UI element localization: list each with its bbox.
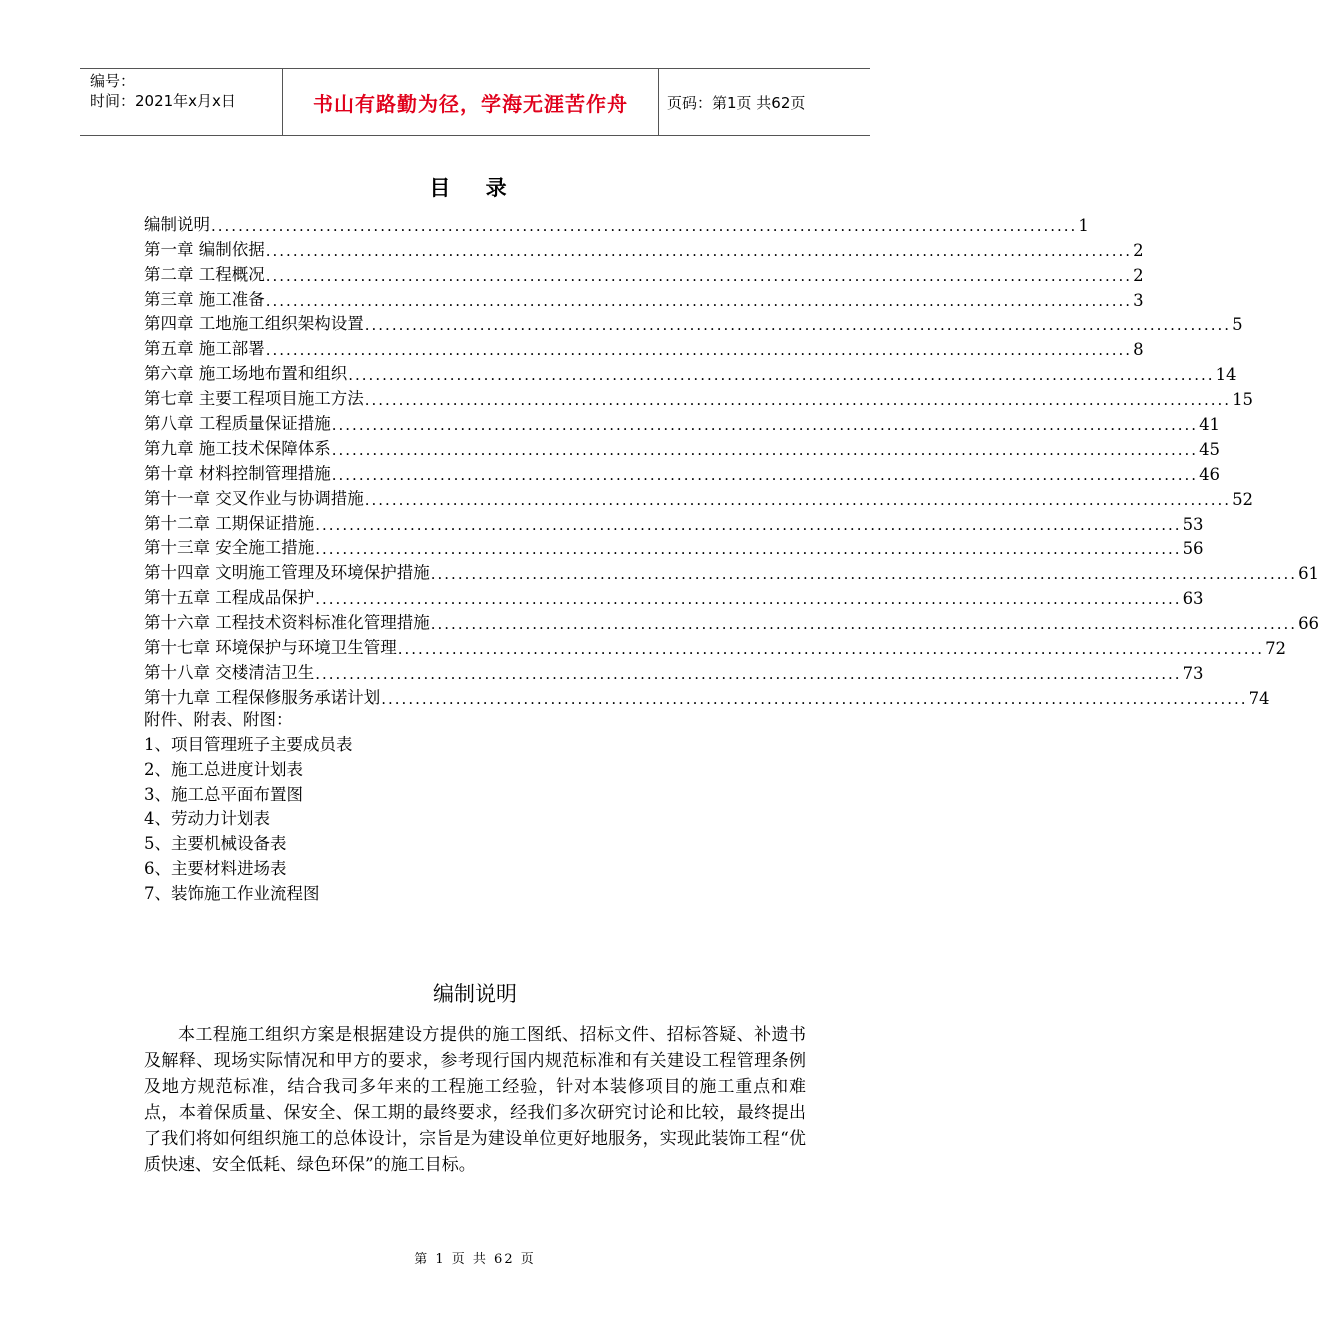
attachments-heading: 附件、附表、附图： bbox=[144, 709, 293, 729]
toc-entry-label: 第十三章 安全施工措施 bbox=[144, 538, 315, 558]
list-item: 3、施工总平面布置图 bbox=[144, 784, 303, 804]
toc-entry-page: 15 bbox=[1232, 390, 1254, 410]
toc-entry-label: 第十七章 环境保护与环境卫生管理 bbox=[144, 638, 397, 658]
toc-leader-dots: ................................................................................................................................ bbox=[315, 540, 1182, 559]
toc-entry[interactable] bbox=[144, 658, 1204, 683]
toc-entry-page: 61 bbox=[1298, 564, 1319, 584]
toc-entry-label: 第八章 工程质量保证措施 bbox=[144, 414, 331, 434]
toc-entry-page: 5 bbox=[1232, 315, 1243, 335]
toc-leader-dots: ................................................................................................................................ bbox=[265, 341, 1133, 360]
toc-title: 目 录 bbox=[429, 176, 521, 200]
toc-entry-page: 56 bbox=[1182, 539, 1204, 559]
toc-leader-dots: ................................................................................................................................ bbox=[364, 490, 1232, 509]
toc-entry[interactable] bbox=[144, 509, 1204, 534]
header-time: 时间：2021年x月x日 bbox=[90, 92, 236, 110]
toc-entry-page: 3 bbox=[1133, 290, 1144, 310]
toc-entry[interactable] bbox=[144, 459, 1221, 484]
toc-entry-label: 第四章 工地施工组织架构设置 bbox=[144, 314, 364, 334]
table-of-contents bbox=[144, 210, 1319, 708]
toc-leader-dots: ................................................................................................................................ bbox=[331, 416, 1199, 435]
toc-entry-page: 8 bbox=[1133, 340, 1144, 360]
toc-entry-page: 74 bbox=[1248, 688, 1270, 708]
toc-entry-page: 63 bbox=[1182, 589, 1204, 609]
toc-entry-label: 第三章 施工准备 bbox=[144, 289, 265, 309]
toc-entry[interactable] bbox=[144, 409, 1221, 435]
toc-entry-label: 第六章 施工场地布置和组织 bbox=[144, 364, 348, 384]
toc-entry[interactable] bbox=[144, 260, 1144, 285]
toc-leader-dots: ................................................................................................................................ bbox=[265, 266, 1133, 285]
toc-entry-page: 45 bbox=[1199, 439, 1221, 459]
toc-entry[interactable] bbox=[144, 210, 1089, 235]
toc-entry-page: 73 bbox=[1182, 663, 1204, 683]
toc-entry-page: 52 bbox=[1232, 489, 1254, 509]
section-paragraph: 本工程施工组织方案是根据建设方提供的施工图纸、招标文件、招标答疑、补遗书及解释、现场实际情况和甲方的要求，参考现行国内规范标准和有关建设工程管理条例及地方规范标准，结合我司多年来的工程施工经验，针对本装修项目的施工重点和难点，本着保质量、保安全、保工期的最终要求，经我们多次研究讨论和比较，最终提出了我们将如何组织施工的总体设计，宗旨是为建设单位更好地服务，实现此装饰工程“优质快速、安全低耗、绿色环保”的施工目标。 bbox=[144, 1025, 806, 1175]
toc-leader-dots: ................................................................................................................................ bbox=[265, 241, 1133, 260]
toc-entry-page: 1 bbox=[1078, 215, 1089, 235]
toc-entry-label: 第十四章 文明施工管理及环境保护措施 bbox=[144, 563, 430, 583]
toc-entry-label: 第五章 施工部署 bbox=[144, 339, 265, 359]
list-item: 2、施工总进度计划表 bbox=[144, 759, 303, 779]
toc-entry[interactable] bbox=[144, 359, 1237, 385]
toc-leader-dots: ................................................................................................................................ bbox=[265, 291, 1133, 310]
toc-entry-page: 41 bbox=[1199, 415, 1221, 435]
toc-entry-page: 2 bbox=[1133, 240, 1144, 260]
toc-entry[interactable] bbox=[144, 583, 1204, 609]
toc-entry-label: 第二章 工程概况 bbox=[144, 264, 265, 284]
toc-entry[interactable] bbox=[144, 484, 1254, 509]
toc-leader-dots: ................................................................................................................................ bbox=[430, 615, 1298, 634]
toc-entry-page: 66 bbox=[1298, 614, 1319, 634]
toc-entry-page: 72 bbox=[1265, 639, 1287, 659]
toc-entry-label: 第十九章 工程保修服务承诺计划 bbox=[144, 687, 381, 707]
header-motto: 书山有路勤为径，学海无涯苦作舟 bbox=[282, 69, 659, 135]
toc-leader-dots: ................................................................................................................................ bbox=[331, 440, 1199, 459]
toc-leader-dots: ................................................................................................................................ bbox=[364, 316, 1232, 335]
toc-entry[interactable] bbox=[144, 534, 1204, 559]
header-meta bbox=[80, 69, 282, 135]
toc-entry-label: 第十六章 工程技术资料标准化管理措施 bbox=[144, 613, 430, 633]
list-item: 7、装饰施工作业流程图 bbox=[144, 884, 320, 904]
toc-leader-dots: ................................................................................................................................ bbox=[348, 366, 1215, 385]
toc-entry-page: 2 bbox=[1133, 265, 1144, 285]
toc-leader-dots: ................................................................................................................................ bbox=[397, 640, 1265, 659]
toc-leader-dots: ................................................................................................................................ bbox=[430, 565, 1298, 584]
toc-entry-page: 46 bbox=[1199, 464, 1221, 484]
toc-entry[interactable] bbox=[144, 608, 1319, 634]
attachments-list bbox=[144, 705, 353, 904]
toc-entry-label: 第十八章 交楼清洁卫生 bbox=[144, 662, 315, 682]
toc-entry-label: 编制说明 bbox=[144, 214, 210, 234]
list-item: 6、主要材料进场表 bbox=[144, 859, 287, 879]
toc-entry-label: 第十一章 交叉作业与协调措施 bbox=[144, 488, 364, 508]
header-page-info: 页码：第1页 共62页 bbox=[667, 93, 806, 112]
toc-entry-page: 14 bbox=[1215, 365, 1237, 385]
toc-leader-dots: ................................................................................................................................ bbox=[364, 391, 1232, 410]
toc-leader-dots: ................................................................................................................................ bbox=[381, 689, 1248, 708]
toc-entry-page: 53 bbox=[1182, 514, 1204, 534]
page-footer: 第 1 页 共 62 页 bbox=[414, 1252, 536, 1267]
toc-leader-dots: ................................................................................................................................ bbox=[315, 664, 1182, 683]
toc-entry[interactable] bbox=[144, 285, 1144, 310]
toc-entry-label: 第十二章 工期保证措施 bbox=[144, 513, 315, 533]
toc-leader-dots: ................................................................................................................................ bbox=[331, 465, 1199, 484]
header-number: 编号： bbox=[90, 72, 136, 90]
toc-entry[interactable] bbox=[144, 334, 1144, 360]
toc-entry-label: 第十五章 工程成品保护 bbox=[144, 588, 315, 608]
section-title: 编制说明 bbox=[433, 982, 517, 1006]
toc-entry[interactable] bbox=[144, 558, 1319, 584]
toc-leader-dots: ................................................................................................................................ bbox=[315, 515, 1182, 534]
list-item: 1、项目管理班子主要成员表 bbox=[144, 734, 353, 754]
toc-entry[interactable] bbox=[144, 235, 1144, 260]
page-header bbox=[80, 68, 870, 136]
toc-entry-label: 第九章 施工技术保障体系 bbox=[144, 438, 331, 458]
list-item: 5、主要机械设备表 bbox=[144, 834, 287, 854]
toc-leader-dots: ................................................................................................................................ bbox=[315, 590, 1182, 609]
toc-entry-label: 第七章 主要工程项目施工方法 bbox=[144, 389, 364, 409]
toc-entry-label: 第一章 编制依据 bbox=[144, 239, 265, 259]
toc-entry[interactable] bbox=[144, 384, 1254, 410]
toc-entry[interactable] bbox=[144, 434, 1221, 459]
toc-entry-label: 第十章 材料控制管理措施 bbox=[144, 463, 331, 483]
toc-entry[interactable] bbox=[144, 633, 1287, 659]
toc-entry[interactable] bbox=[144, 310, 1243, 335]
toc-leader-dots: ................................................................................................................................ bbox=[211, 216, 1078, 235]
list-item: 4、劳动力计划表 bbox=[144, 809, 270, 829]
